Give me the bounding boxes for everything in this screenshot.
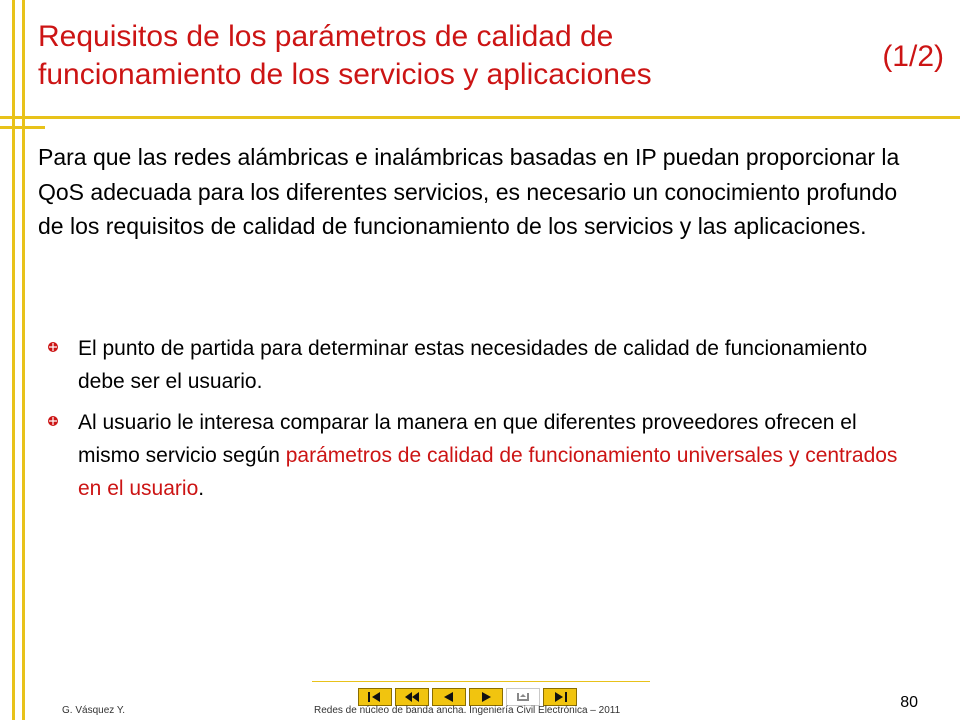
footer-course: Redes de núcleo de banda ancha. Ingeniería Civil Electrónica – 2011: [314, 705, 621, 716]
last-slide-button[interactable]: [543, 688, 577, 706]
title-line-1: Requisitos de los parámetros de calidad de: [38, 20, 614, 53]
title-counter: (1/2): [882, 40, 944, 73]
previous-button[interactable]: [432, 688, 466, 706]
bullet-text: Al usuario le interesa comparar la manera en que diferentes proveedores ofrecen el mismo servicio según: [78, 411, 857, 467]
bullet-item: [38, 406, 918, 505]
next-button[interactable]: [469, 688, 503, 706]
slide-title: [38, 18, 938, 94]
bullet-circle-icon: [46, 414, 60, 428]
frame-vertical-line-1: [12, 0, 15, 720]
bullet-item: [38, 332, 918, 398]
next-icon: [477, 691, 495, 703]
rewind-button[interactable]: [395, 688, 429, 706]
frame-horizontal-line-2: [0, 126, 45, 129]
intro-paragraph: Para que las redes alámbricas e inalámbricas basadas en IP puedan proporcionar la QoS adecuada para los diferentes servicios, es necesario un conocimiento profundo de los requisitos de calidad de funcionamiento de los servicios y las aplicaciones.: [38, 144, 900, 239]
slide-navigation: [358, 688, 577, 706]
page-number: 80: [900, 694, 918, 711]
bullet-highlight: parámetros de calidad de funcionamiento universales y centrados en el usuario: [78, 444, 898, 500]
bullet-text: El punto de partida para determinar estas necesidades de calidad de funcionamiento debe ser el usuario.: [78, 337, 868, 393]
first-slide-button[interactable]: [358, 688, 392, 706]
last-slide-icon: [551, 691, 569, 703]
frame-vertical-line-2: [22, 0, 25, 720]
previous-icon: [440, 691, 458, 703]
footer-author: G. Vásquez Y.: [62, 705, 126, 716]
return-button[interactable]: [506, 688, 540, 706]
bullet-circle-icon: [46, 340, 60, 354]
nav-divider: [312, 681, 650, 682]
first-slide-icon: [366, 691, 384, 703]
rewind-icon: [403, 691, 421, 703]
bullet-list: [38, 332, 918, 513]
frame-horizontal-line-1: [0, 116, 960, 119]
title-line-2: funcionamiento de los servicios y aplicaciones: [38, 58, 652, 91]
return-icon: [514, 691, 532, 703]
bullet-text-end: .: [198, 477, 205, 500]
